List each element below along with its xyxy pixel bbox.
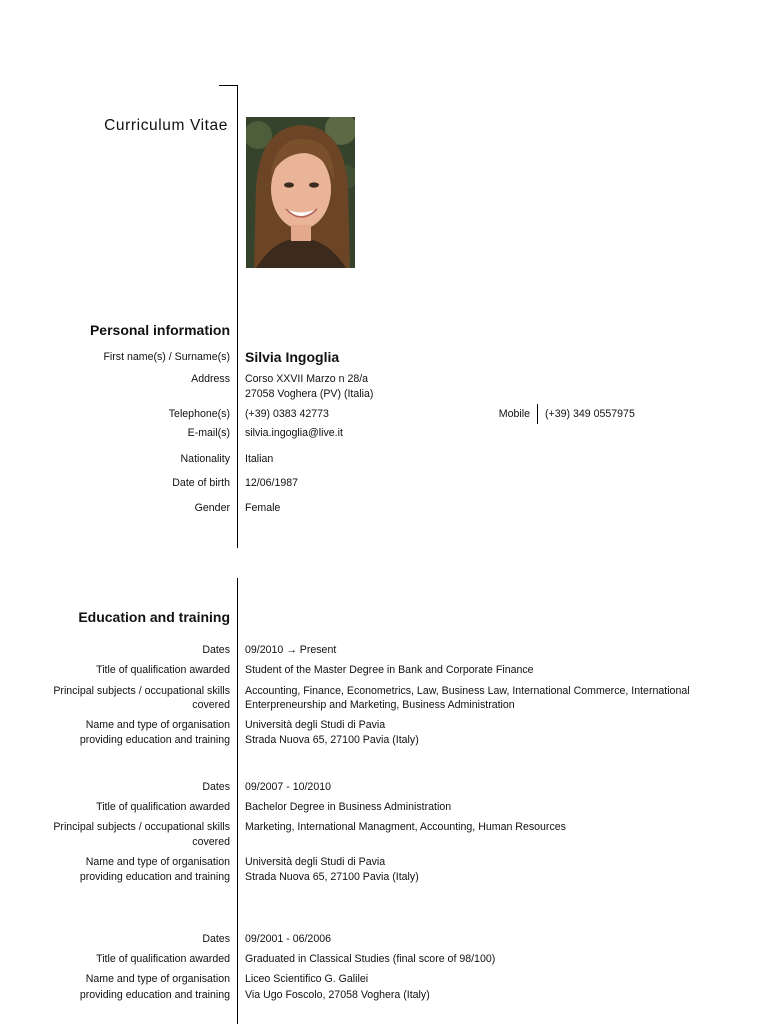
entry1-dates: 09/2010 → Present — [245, 644, 337, 656]
entry1-org-label-2: providing education and training — [79, 734, 230, 746]
entry1-org-2: Strada Nuova 65, 27100 Pavia (Italy) — [245, 734, 419, 746]
entry1-subjects-2: Enterpreneurship and Marketing, Business Administration — [245, 699, 515, 711]
entry1-org-1: Università degli Studi di Pavia — [245, 719, 386, 731]
entry1-title: Student of the Master Degree in Bank and Corporate Finance — [245, 664, 534, 676]
name-label: First name(s) / Surname(s) — [103, 351, 230, 363]
telephone-value: (+39) 0383 42773 — [245, 408, 329, 420]
entry2-title-label: Title of qualification awarded — [96, 801, 230, 813]
portrait-icon — [246, 117, 355, 268]
gender-value: Female — [245, 502, 281, 514]
cv-title: Curriculum Vitae — [104, 117, 228, 134]
entry2-dates: 09/2007 - 10/2010 — [245, 781, 332, 793]
email-value[interactable]: silvia.ingoglia@live.it — [245, 427, 343, 439]
entry3-dates: 09/2001 - 06/2006 — [245, 933, 332, 945]
email-label: E-mail(s) — [187, 427, 230, 439]
entry2-subjects-1: Marketing, International Managment, Accounting, Human Resources — [245, 821, 566, 833]
dob-value: 12/06/1987 — [245, 477, 299, 489]
gender-label: Gender — [194, 502, 230, 514]
entry1-subjects-label-2: covered — [192, 699, 230, 711]
personal-information-heading: Personal information — [89, 322, 230, 338]
entry2-subjects-label-1: Principal subjects / occupational skills — [53, 821, 230, 833]
entry3-org-label-2: providing education and training — [79, 989, 230, 1001]
entry2-org-label-1: Name and type of organisation — [85, 856, 230, 868]
entry1-subjects-label-1: Principal subjects / occupational skills — [53, 685, 230, 697]
entry1-org-label-1: Name and type of organisation — [85, 719, 230, 731]
mobile-label: Mobile — [498, 408, 530, 420]
address-line-2: 27058 Voghera (PV) (Italia) — [245, 388, 374, 400]
education-heading: Education and training — [78, 609, 230, 625]
telephone-label: Telephone(s) — [168, 408, 230, 420]
entry3-org-2: Via Ugo Foscolo, 27058 Voghera (Italy) — [245, 989, 430, 1001]
entry3-org-1: Liceo Scientifico G. Galilei — [245, 973, 369, 985]
entry1-subjects-1: Accounting, Finance, Econometrics, Law, Business Law, International Commerce, International — [245, 685, 690, 697]
entry3-dates-label: Dates — [202, 933, 230, 945]
nationality-label: Nationality — [180, 453, 230, 465]
dob-label: Date of birth — [172, 477, 230, 489]
left-column-divider-top — [237, 85, 238, 548]
entry2-org-label-2: providing education and training — [79, 871, 230, 883]
entry3-title: Graduated in Classical Studies (final score of 98/100) — [245, 953, 496, 965]
entry2-org-2: Strada Nuova 65, 27100 Pavia (Italy) — [245, 871, 419, 883]
entry1-dates-label: Dates — [202, 644, 230, 656]
entry3-org-label-1: Name and type of organisation — [85, 973, 230, 985]
entry3-title-label: Title of qualification awarded — [96, 953, 230, 965]
left-column-divider-bottom — [237, 578, 238, 1024]
entry2-title: Bachelor Degree in Business Administration — [245, 801, 452, 813]
nationality-value: Italian — [245, 453, 274, 465]
person-name: Silvia Ingoglia — [245, 349, 340, 365]
entry2-subjects-label-2: covered — [192, 836, 230, 848]
address-label: Address — [191, 373, 230, 385]
divider-tick — [219, 85, 237, 86]
mobile-divider — [537, 404, 538, 424]
entry1-title-label: Title of qualification awarded — [96, 664, 230, 676]
mobile-value: (+39) 349 0557975 — [545, 408, 635, 420]
entry2-dates-label: Dates — [202, 781, 230, 793]
address-line-1: Corso XXVII Marzo n 28/a — [245, 373, 369, 385]
portrait-photo — [246, 117, 355, 268]
entry2-org-1: Università degli Studi di Pavia — [245, 856, 386, 868]
